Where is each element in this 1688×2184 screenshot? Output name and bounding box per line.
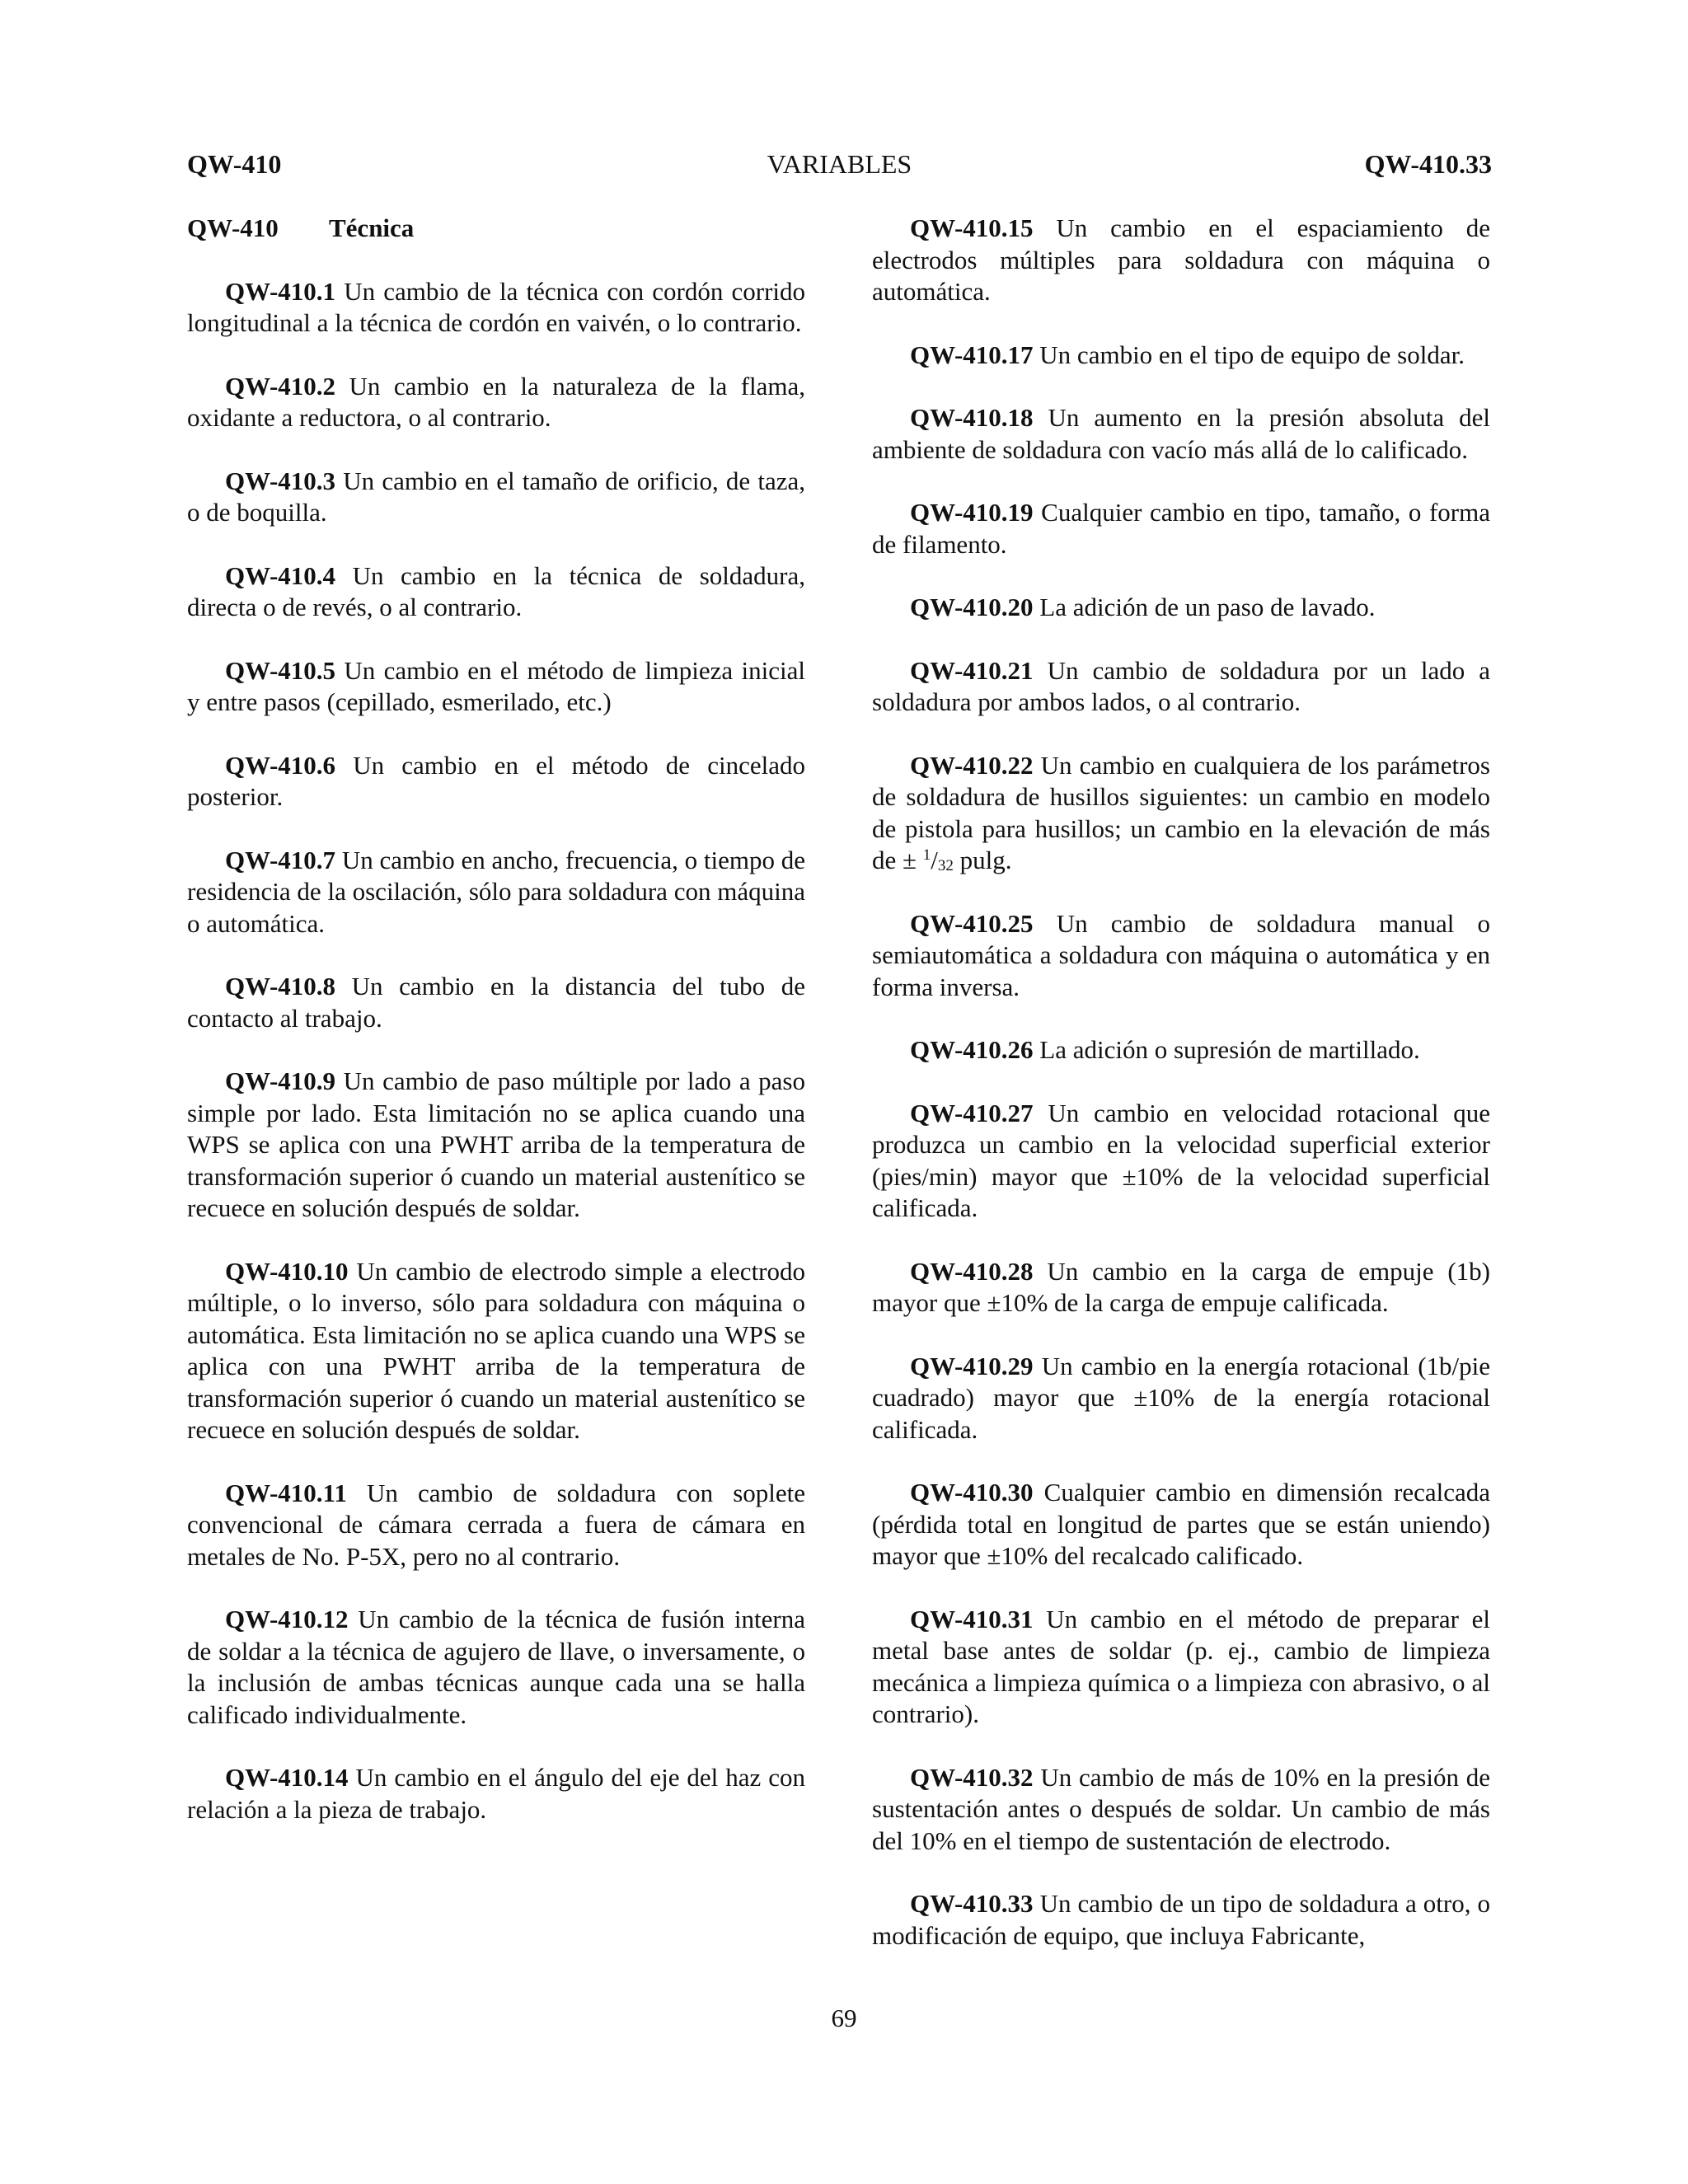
paragraph-id: QW-410.1: [225, 276, 336, 306]
paragraph-qw-410-26: [872, 1034, 1490, 1066]
paragraph-text: Un cambio en el tipo de equipo de soldar.: [1039, 340, 1465, 369]
paragraph-text: Un cambio en cualquiera de los parámetros de soldadura de husillos siguientes: un cambio en modelo de pistola para husillos; un cambio en la elevación de más de ±: [872, 750, 1490, 874]
running-header: [187, 143, 1492, 185]
header-left-code: QW-410: [187, 149, 282, 179]
paragraph-qw-410-8: [187, 971, 805, 1034]
paragraph-text: Un cambio de paso múltiple por lado a paso simple por lado. Esta limitación no se aplica cuando una WPS se aplica con una PWHT arriba de la temperatura de transformación superior ó cuando un material austenítico se recuece en solución después de soldar.: [187, 1066, 805, 1222]
paragraph-id: QW-410.21: [910, 655, 1034, 685]
fraction-one-thirty-second: $^1/_{32}$: [922, 846, 954, 874]
paragraph-qw-410-10: [187, 1256, 805, 1446]
paragraph-id: QW-410.8: [225, 972, 336, 1001]
paragraph-qw-410-17: [872, 340, 1490, 372]
paragraph-id: QW-410.26: [910, 1035, 1034, 1064]
paragraph-qw-410-7: [187, 845, 805, 940]
paragraph-text: Un cambio de soldadura manual o semiautomática a soldadura con máquina o automática y en forma inversa.: [872, 908, 1491, 1001]
paragraph-qw-410-29: [872, 1351, 1490, 1446]
paragraph-id: QW-410.18: [910, 403, 1034, 432]
paragraph-text: Un cambio en ancho, frecuencia, o tiempo de residencia de la oscilación, sólo para soldadura con máquina o automática.: [187, 845, 805, 938]
section-number: QW-410: [187, 213, 279, 242]
paragraph-qw-410-22: [872, 750, 1490, 877]
paragraph-text: La adición o supresión de martillado.: [1039, 1035, 1420, 1064]
paragraph-qw-410-12: [187, 1604, 805, 1731]
paragraph-id: QW-410.32: [910, 1762, 1034, 1792]
paragraph-qw-410-31: [872, 1604, 1490, 1731]
paragraph-text: Un cambio de soldadura con soplete convencional de cámara cerrada a fuera de cámara en metales de No. P-5X, pero no al contrario.: [187, 1478, 806, 1571]
paragraph-id: QW-410.27: [910, 1098, 1034, 1127]
paragraph-qw-410-9: [187, 1066, 805, 1225]
paragraph-id: QW-410.11: [225, 1478, 347, 1507]
paragraph-text: Un cambio en la técnica de soldadura, directa o de revés, o al contrario.: [187, 560, 805, 621]
paragraph-id: QW-410.33: [910, 1889, 1034, 1918]
paragraph-qw-410-20: [872, 592, 1490, 624]
paragraph-qw-410-2: [187, 371, 805, 434]
paragraph-qw-410-18: [872, 402, 1490, 466]
paragraph-id: QW-410.2: [225, 371, 336, 401]
paragraph-id: QW-410.5: [225, 655, 336, 685]
paragraph-id: QW-410.15: [910, 213, 1034, 242]
paragraph-text: Un cambio de la técnica con cordón corrido longitudinal a la técnica de cordón en vaivén, o lo contrario.: [187, 276, 806, 337]
paragraph-text: Un cambio en la naturaleza de la flama, oxidante a reductora, o al contrario.: [187, 371, 806, 432]
paragraph-id: QW-410.22: [910, 750, 1034, 780]
paragraph-text: Un cambio en el espaciamiento de electrodos múltiples para soldadura con máquina o automática.: [872, 213, 1490, 306]
header-right-code: QW-410.33: [1364, 149, 1492, 179]
paragraph-text: Un cambio en el método de preparar el metal base antes de soldar (p. ej., cambio de limpieza mecánica a limpieza química o a limpieza con abrasivo, o al contrario).: [872, 1604, 1490, 1728]
paragraph-qw-410-15: [872, 213, 1490, 308]
page-number: 69: [831, 2004, 857, 2032]
paragraph-qw-410-27: [872, 1098, 1490, 1225]
paragraph-text: Un cambio de más de 10% en la presión de sustentación antes o después de soldar. Un cambio de más del 10% en el tiempo de sustentación de electrodo.: [872, 1762, 1491, 1855]
paragraph-text: Un cambio de la técnica de fusión interna de soldar a la técnica de agujero de llave, o inversamente, o la inclusión de ambas técnicas aunque cada una se halla calificado individualmente.: [187, 1605, 805, 1729]
paragraph-text-tail: pulg.: [959, 846, 1012, 874]
paragraph-id: QW-410.28: [910, 1256, 1034, 1286]
paragraph-id: QW-410.6: [225, 750, 336, 780]
paragraph-id: QW-410.12: [225, 1605, 349, 1633]
paragraph-id: QW-410.10: [225, 1256, 349, 1286]
paragraph-qw-410-1: [187, 276, 805, 340]
paragraph-text: Cualquier cambio en tipo, tamaño, o forma de filamento.: [872, 498, 1490, 559]
paragraph-id: QW-410.31: [910, 1604, 1034, 1633]
paragraph-id: QW-410.17: [910, 340, 1034, 369]
fraction-denominator: 32: [937, 857, 954, 874]
paragraph-text: Un aumento en la presión absoluta del ambiente de soldadura con vacío más allá de lo calificado.: [872, 403, 1491, 464]
paragraph-text: Cualquier cambio en dimensión recalcada (pérdida total en longitud de partes que se están uniendo) mayor que ±10% del recalcado calificado.: [872, 1478, 1490, 1570]
paragraph-id: QW-410.9: [225, 1066, 336, 1095]
paragraph-qw-410-33: [872, 1888, 1490, 1952]
paragraph-text: Un cambio en la carga de empuje (1b) mayor que ±10% de la carga de empuje calificada.: [872, 1256, 1490, 1317]
paragraph-qw-410-4: [187, 560, 805, 624]
section-heading: [187, 213, 805, 245]
header-title: VARIABLES: [767, 149, 912, 179]
paragraph-id: QW-410.19: [910, 498, 1034, 527]
paragraph-qw-410-5: [187, 655, 805, 719]
paragraph-text: Un cambio en el ángulo del eje del haz con relación a la pieza de trabajo.: [187, 1763, 805, 1824]
paragraph-qw-410-19: [872, 497, 1490, 560]
paragraph-qw-410-21: [872, 655, 1490, 719]
paragraph-id: QW-410.7: [225, 845, 336, 874]
paragraph-id: QW-410.4: [225, 560, 336, 590]
paragraph-qw-410-6: [187, 750, 805, 813]
right-column: [872, 213, 1490, 1983]
paragraph-text: Un cambio en el tamaño de orificio, de taza, o de boquilla.: [187, 466, 805, 527]
paragraph-id: QW-410.3: [225, 466, 336, 495]
paragraph-qw-410-3: [187, 466, 805, 529]
left-column: [187, 213, 805, 1857]
paragraph-qw-410-14: [187, 1762, 805, 1825]
paragraph-text: Un cambio de soldadura por un lado a soldadura por ambos lados, o al contrario.: [872, 655, 1490, 716]
paragraph-text: Un cambio en el método de cincelado posterior.: [187, 750, 805, 811]
paragraph-text: Un cambio de electrodo simple a electrodo múltiple, o lo inverso, sólo para soldadura con máquina o automática. Esta limitación no se aplica cuando una WPS se aplica con una PWHT arriba de la temperatura de transformación superior ó cuando un material austenítico se recuece en solución después de soldar.: [187, 1256, 806, 1444]
paragraph-id: QW-410.25: [910, 908, 1034, 938]
paragraph-text: Un cambio de un tipo de soldadura a otro, o modificación de equipo, que incluya Fabricante,: [872, 1889, 1491, 1950]
paragraph-text: La adición de un paso de lavado.: [1039, 593, 1376, 621]
paragraph-text: Un cambio en la distancia del tubo de contacto al trabajo.: [187, 972, 806, 1033]
paragraph-id: QW-410.29: [910, 1351, 1034, 1380]
paragraph-qw-410-25: [872, 908, 1490, 1004]
paragraph-id: QW-410.14: [225, 1763, 349, 1792]
paragraph-id: QW-410.30: [910, 1478, 1034, 1507]
section-title: Técnica: [329, 213, 415, 242]
paragraph-text: Un cambio en velocidad rotacional que produzca un cambio en la velocidad superficial exterior (pies/min) mayor que ±10% de la velocidad superficial calificada.: [872, 1098, 1491, 1222]
paragraph-text: Un cambio en el método de limpieza inicial y entre pasos (cepillado, esmerilado, etc.): [187, 655, 805, 716]
paragraph-qw-410-11: [187, 1478, 805, 1573]
paragraph-qw-410-32: [872, 1762, 1490, 1858]
paragraph-text: Un cambio en la energía rotacional (1b/pie cuadrado) mayor que ±10% de la energía rotacional calificada.: [872, 1351, 1490, 1444]
paragraph-qw-410-28: [872, 1256, 1490, 1319]
fraction-numerator: 1: [922, 846, 931, 864]
paragraph-id: QW-410.20: [910, 593, 1034, 621]
paragraph-qw-410-30: [872, 1477, 1490, 1572]
